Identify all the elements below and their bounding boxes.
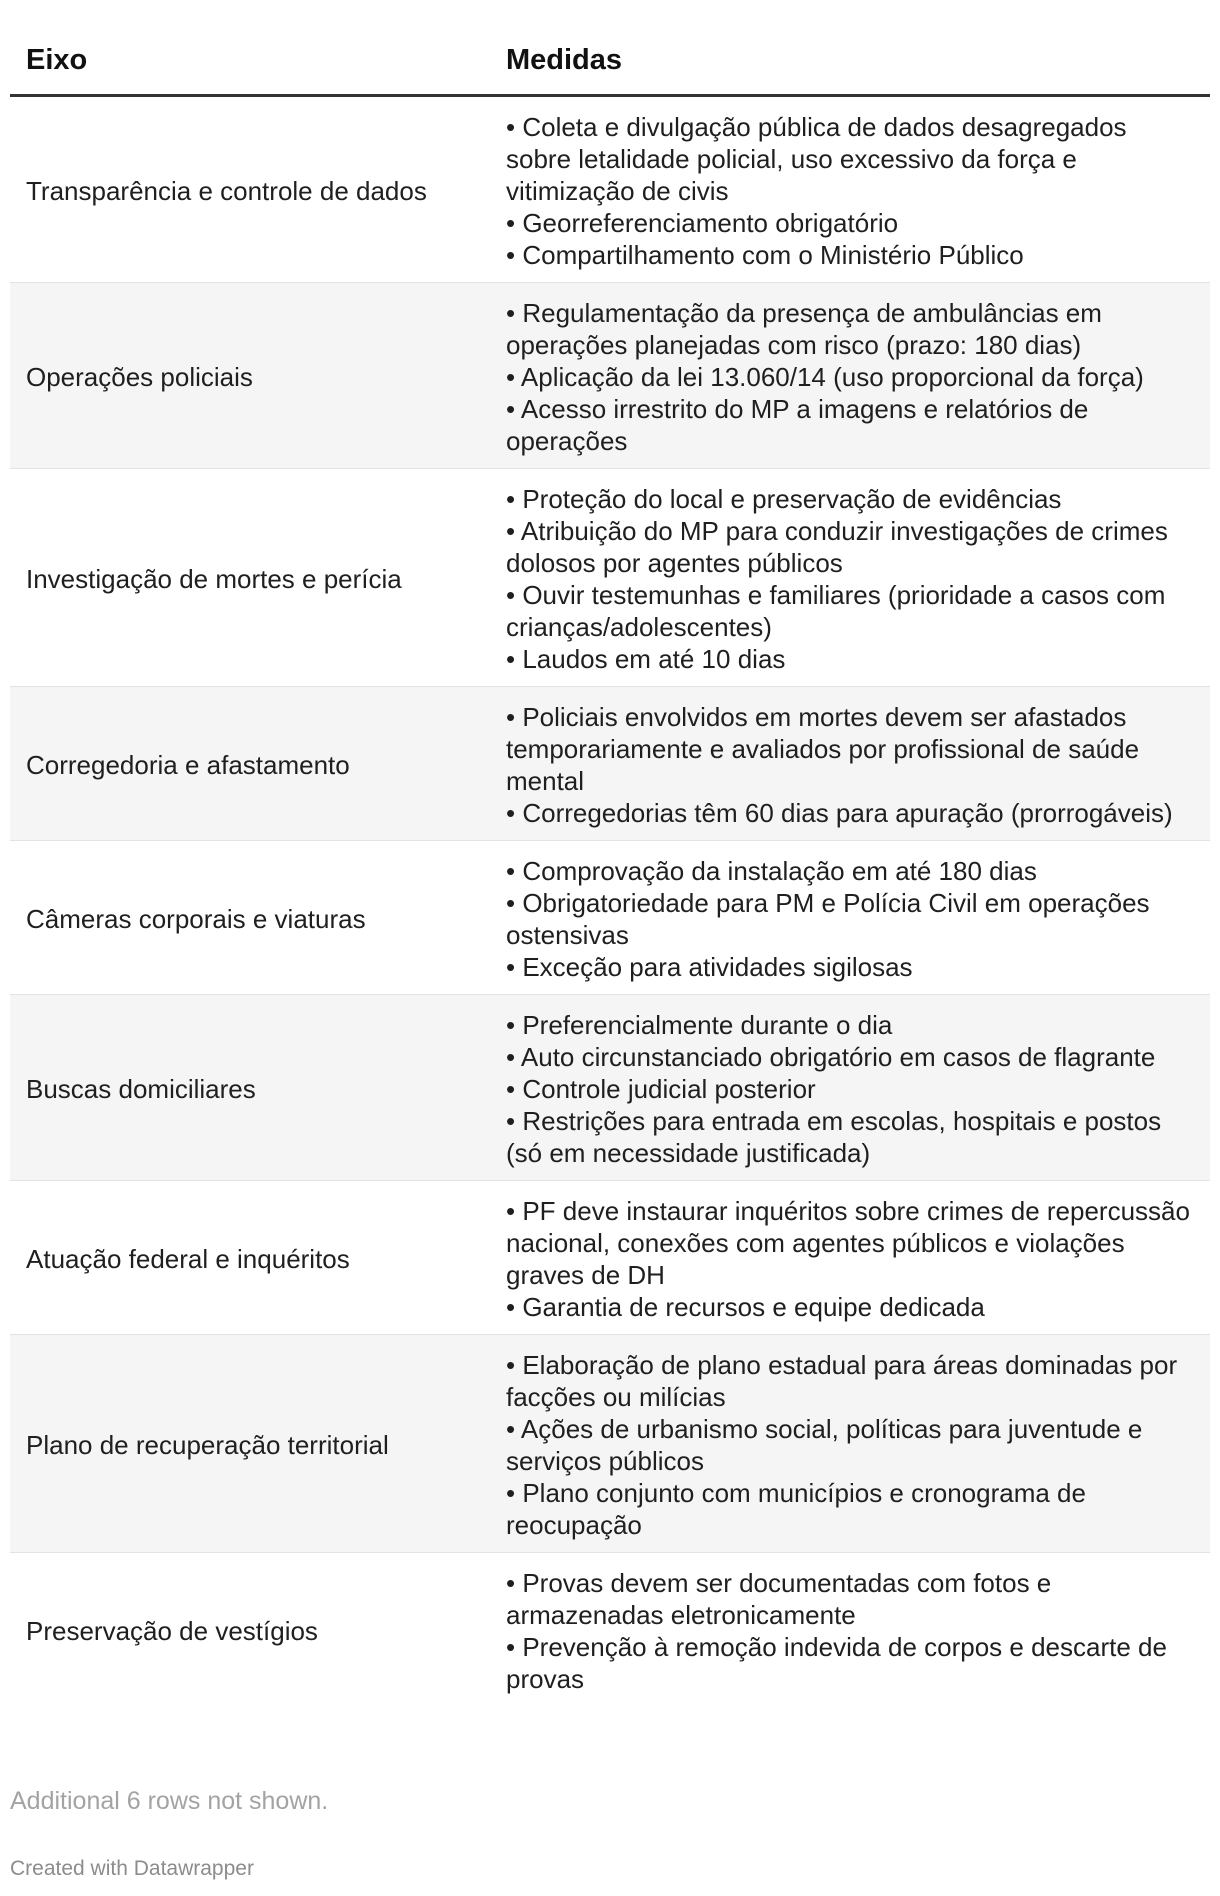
- eixo-cell: Preservação de vestígios: [26, 1616, 318, 1646]
- eixo-cell: Corregedoria e afastamento: [10, 687, 500, 841]
- medidas-cell: [500, 469, 1210, 687]
- medida-item: • Plano conjunto com municípios e cronograma de reocupação: [506, 1478, 1086, 1540]
- table-row: [10, 469, 1210, 687]
- column-header-eixo[interactable]: Eixo: [10, 0, 500, 96]
- medida-item: • Compartilhamento com o Ministério Público: [506, 240, 1024, 270]
- medidas-cell: [500, 687, 1210, 841]
- medida-item: • Prevenção à remoção indevida de corpos e descarte de provas: [506, 1632, 1167, 1694]
- medida-item: • Regulamentação da presença de ambulâncias em operações planejadas com risco (prazo: 180 dias): [506, 298, 1102, 360]
- medida-item: • Laudos em até 10 dias: [506, 644, 786, 674]
- medida-item: • Preferencialmente durante o dia: [506, 1010, 893, 1040]
- eixo-cell: Investigação de mortes e perícia: [10, 469, 500, 687]
- table-row: [10, 1181, 1210, 1335]
- medida-item: • Controle judicial posterior: [506, 1074, 816, 1104]
- medida-item: • Atribuição do MP para conduzir investigações de crimes dolosos por agentes públicos: [506, 516, 1168, 578]
- medidas-cell: [500, 1553, 1210, 1707]
- medida-item: • Exceção para atividades sigilosas: [506, 952, 913, 982]
- medida-item: • Ouvir testemunhas e familiares (prioridade a casos com crianças/adolescentes): [506, 580, 1166, 642]
- medida-item: • Obrigatoriedade para PM e Polícia Civil em operações ostensivas: [506, 888, 1150, 950]
- medida-item: • Ações de urbanismo social, políticas para juventude e serviços públicos: [506, 1414, 1143, 1476]
- datawrapper-credit: Created with Datawrapper: [10, 1857, 254, 1880]
- medida-item: • Garantia de recursos e equipe dedicada: [506, 1292, 985, 1322]
- table-body: [10, 96, 1210, 1707]
- medida-item: • Proteção do local e preservação de evidências: [506, 484, 1062, 514]
- table-header: [10, 0, 1210, 96]
- medida-item: • Elaboração de plano estadual para áreas dominadas por facções ou milícias: [506, 1350, 1178, 1412]
- rows-not-shown-note: Additional 6 rows not shown.: [10, 1787, 329, 1815]
- medida-item: • Restrições para entrada em escolas, hospitais e postos (só em necessidade justificada): [506, 1106, 1162, 1168]
- eixo-cell: Operações policiais: [10, 283, 500, 469]
- column-header-medidas[interactable]: Medidas: [500, 0, 1210, 96]
- medida-item: • Auto circunstanciado obrigatório em casos de flagrante: [506, 1042, 1156, 1072]
- medida-item: • Corregedorias têm 60 dias para apuração (prorrogáveis): [506, 798, 1173, 828]
- medidas-cell: [500, 841, 1210, 995]
- medida-item: • Provas devem ser documentadas com fotos e armazenadas eletronicamente: [506, 1568, 1052, 1630]
- medidas-cell: [500, 1335, 1210, 1553]
- medida-item: • PF deve instaurar inquéritos sobre crimes de repercussão nacional, conexões com agentes públicos e violações graves de DH: [506, 1196, 1190, 1290]
- medida-item: • Policiais envolvidos em mortes devem ser afastados temporariamente e avaliados por profissional de saúde mental: [506, 702, 1140, 796]
- header-row: [10, 0, 1210, 96]
- medidas-cell: [500, 283, 1210, 469]
- medidas-cell: [500, 995, 1210, 1181]
- medida-item: • Georreferenciamento obrigatório: [506, 208, 899, 238]
- measures-table: [10, 0, 1210, 1706]
- eixo-cell: Buscas domiciliares: [10, 995, 500, 1181]
- table-row: [10, 1335, 1210, 1553]
- medida-item: • Coleta e divulgação pública de dados desagregados sobre letalidade policial, uso excessivo da força e vitimização de civis: [506, 112, 1127, 206]
- eixo-cell: Plano de recuperação territorial: [10, 1335, 500, 1553]
- medida-item: • Aplicação da lei 13.060/14 (uso proporcional da força): [506, 362, 1144, 392]
- table-row: [10, 687, 1210, 841]
- data-table-container: [10, 0, 1210, 1706]
- medida-item: • Comprovação da instalação em até 180 dias: [506, 856, 1037, 886]
- eixo-cell: Atuação federal e inquéritos: [10, 1181, 500, 1335]
- table-row: [10, 841, 1210, 995]
- table-row: [10, 995, 1210, 1181]
- eixo-cell: Câmeras corporais e viaturas: [10, 841, 500, 995]
- table-row: [10, 1553, 1210, 1707]
- eixo-cell: Transparência e controle de dados: [10, 96, 500, 283]
- table-row: [10, 96, 1210, 283]
- medida-item: • Acesso irrestrito do MP a imagens e relatórios de operações: [506, 394, 1089, 456]
- medidas-cell: [500, 96, 1210, 283]
- medidas-cell: [500, 1181, 1210, 1335]
- table-row: [10, 283, 1210, 469]
